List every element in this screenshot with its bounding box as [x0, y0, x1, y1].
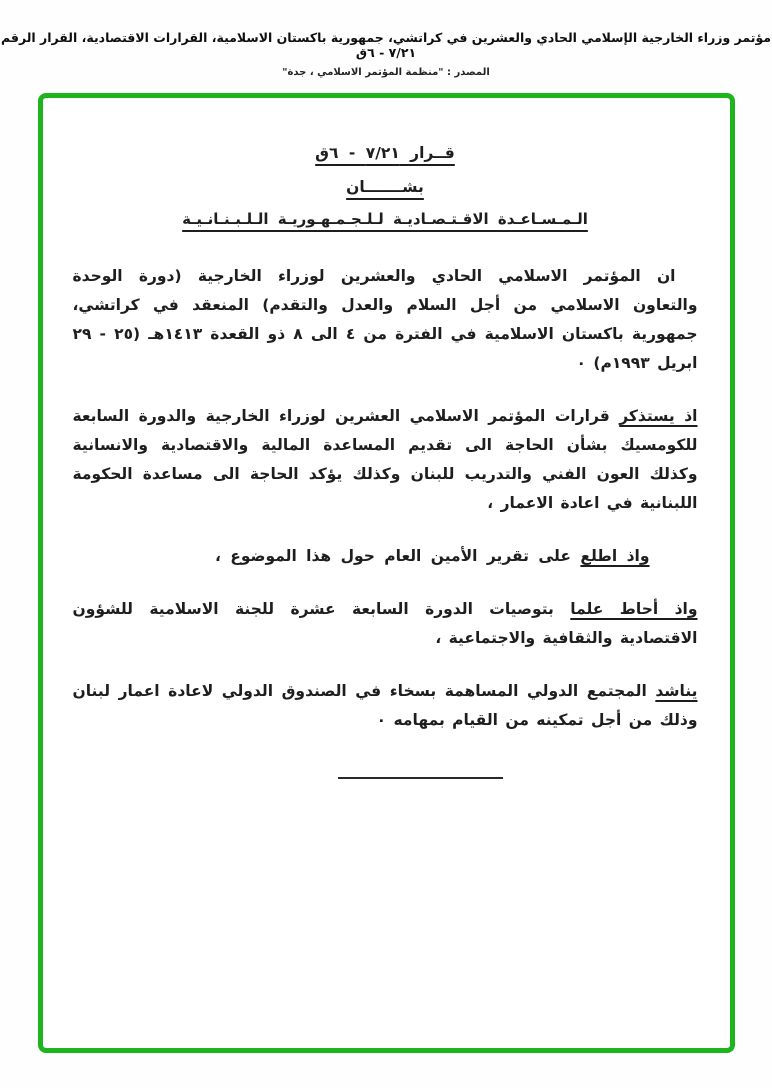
closing-divider — [338, 777, 503, 779]
header-caption: مؤتمر وزراء الخارجية الإسلامي الحادي والعشرين في كراتشي، جمهورية باكستان الاسلامية، القرارات الاقتصادية، القرار الرقم ٧/٢١ - ٦ق — [0, 30, 772, 60]
paragraph-lead: واذ أحاط علما — [570, 600, 698, 618]
resolution-subject: الـمـسـاعـدة الاقـتـصـاديـة لـلـجـمـهـوريـة الـلـبـنـانـيـة — [182, 210, 588, 228]
paragraph-text: بتوصيات الدورة السابعة عشرة للجنة الاسلامية للشؤون الاقتصادية والثقافية والاجتماعية ، — [72, 600, 698, 647]
paragraph-text: على تقرير الأمين العام حول هذا الموضوع ، — [214, 547, 581, 565]
paragraph-preamble — [73, 262, 698, 378]
document-frame — [38, 93, 735, 1053]
paragraph-appeals — [73, 677, 698, 735]
document-content — [43, 98, 730, 779]
paragraph-text: قرارات المؤتمر الاسلامي العشرين لوزراء الخارجية والدورة السابعة للكومسيك بشأن الحاجة الى تقديم المساعدة المالية والاقتصادية والانسانية وكذلك العون الفني والتدريب للبنان وكذلك يؤكد الحاجة الى مساعدة الحكومة اللبنانية في اعادة الاعمار ، — [72, 407, 698, 512]
paragraph-taking-note — [73, 595, 698, 653]
resolution-number: قــرار ٧/٢١ - ٦ق — [315, 144, 455, 162]
paragraph-text: ان المؤتمر الاسلامي الحادي والعشرين لوزراء الخارجية (دورة الوحدة والتعاون الاسلامي من أجل السلام والعدل والتقدم) المنعقد في كراتشي، جمهورية باكستان الاسلامية في الفترة من ٤ الى ٨ ذو القعدة ١٤١٣هـ (٢٥ - ٢٩ ابريل ١٩٩٣م) ٠ — [72, 267, 698, 372]
resolution-title-block — [73, 144, 698, 228]
resolution-subject-label: بشـــــــان — [346, 178, 424, 196]
header-source-note: المصدر : "منظمة المؤتمر الاسلامي ، جدة" — [282, 67, 490, 78]
paragraph-having-reviewed — [73, 542, 698, 571]
document-header — [0, 0, 772, 78]
paragraph-lead: واذ اطلع — [580, 547, 650, 565]
paragraph-recalling — [73, 402, 698, 518]
paragraph-lead: يناشد — [655, 682, 698, 700]
paragraph-text: المجتمع الدولي المساهمة بسخاء في الصندوق الدولي لاعادة اعمار لبنان وذلك من أجل تمكينه من القيام بمهامه ٠ — [72, 682, 698, 729]
paragraph-lead: اذ يستذكر — [619, 407, 698, 425]
